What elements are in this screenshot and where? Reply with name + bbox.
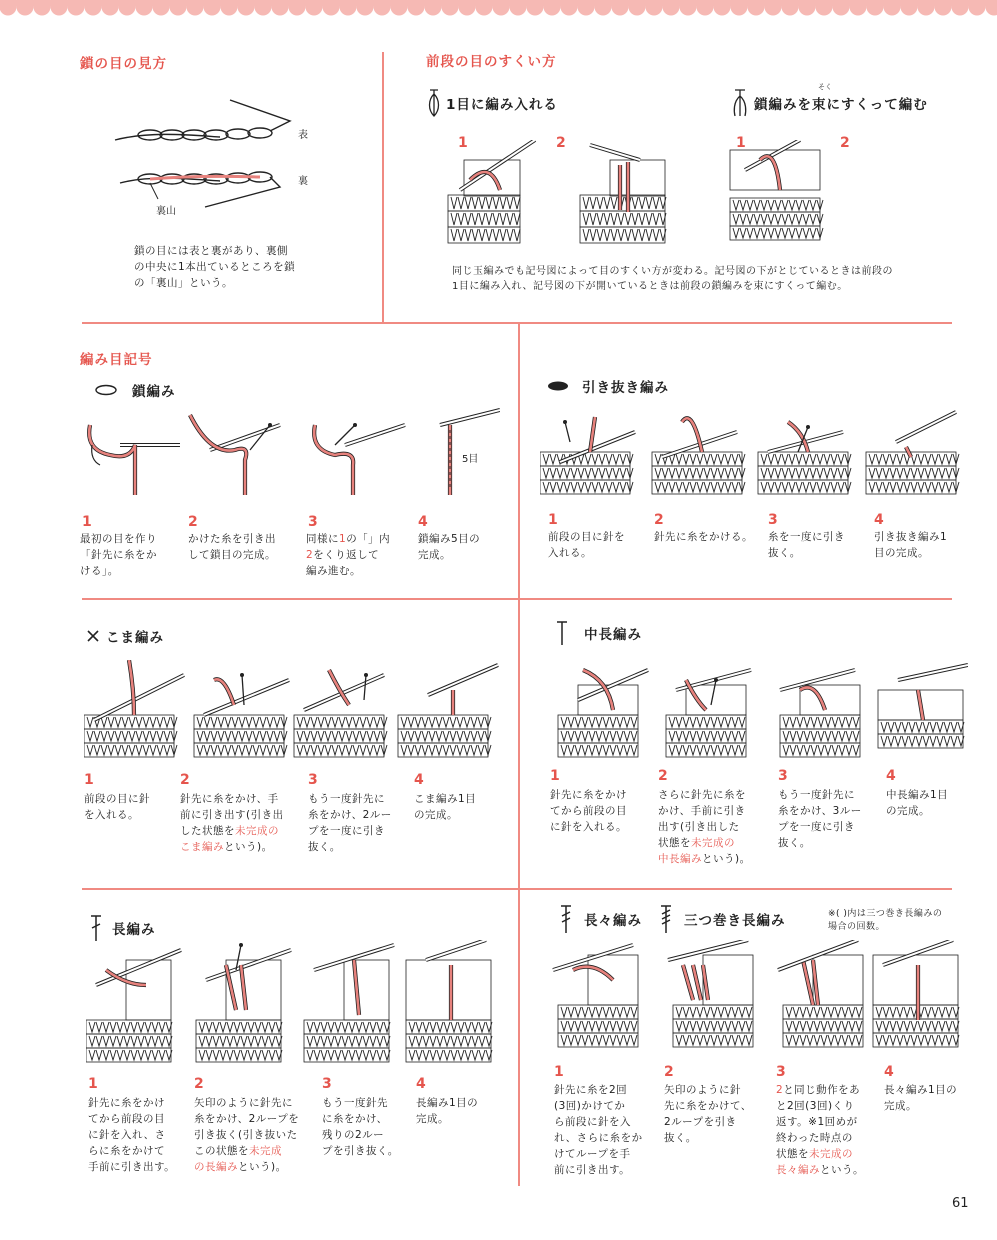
dc-step-3-num: 3	[322, 1076, 332, 1092]
divider-v-mid	[518, 324, 520, 1186]
treble-note: ※( )内は三つ巻き長編みの 場合の回数。	[828, 909, 943, 932]
double-section-title	[90, 914, 156, 942]
single-step-4-num: 4	[414, 772, 424, 788]
divider-h1	[82, 322, 952, 324]
slip-step-1-num: 1	[548, 512, 558, 528]
chain-view-caption: 鎖の目には表と裏があり、裏側 の中央に1本出ているところを鎖 の「裏山」という。	[134, 245, 296, 289]
chain-step-3-num: 3	[308, 514, 318, 530]
symbols-title: 編み目記号	[80, 352, 153, 368]
single-step-2-text: 針先に糸をかけ、手 前に引き出す(引き出 した状態を未完成の こま編みという)。	[180, 793, 284, 853]
chain-label: 鎖編み	[132, 384, 176, 400]
chain-section-title	[94, 380, 176, 400]
hdc-step-2-text: さらに針先に糸を かけ、手前に引き 出す(引き出した 状態を未完成の 中長編みという)。	[658, 789, 751, 865]
tr-step-4-text: 長々編み1目の 完成。	[884, 1084, 958, 1112]
pickup-one-step-1: 1	[458, 135, 468, 151]
label-backridge: 裏山	[156, 206, 176, 217]
slip-step-1-text: 前段の目に針を 入れる。	[548, 531, 625, 559]
triple-treble-label: 三つ巻き長編み	[684, 913, 786, 929]
single-label: こま編み	[106, 630, 164, 646]
hdc-ill-1	[558, 670, 648, 757]
double-symbol-icon	[90, 914, 102, 942]
dc-ill-1	[86, 950, 181, 1062]
single-step-3-num: 3	[308, 772, 318, 788]
hdc-step-1-text: 針先に糸をかけ てから前段の目 に針を入れる。	[550, 789, 627, 833]
page-number: 61	[952, 1196, 969, 1211]
slip-step-4-num: 4	[874, 512, 884, 528]
bundle-ruby: そく	[818, 83, 832, 91]
tr-step-1-text: 針先に糸を2回 (3回)かけてか ら前段に針を入 れ、さらに糸をか けてループを手 前に引き出す。	[554, 1084, 643, 1176]
pickup-one-step-2: 2	[556, 135, 566, 151]
chain-ill-2	[190, 415, 280, 495]
slip-step-4-text: 引き抜き編み1 目の完成。	[874, 531, 948, 559]
dc-step-4-text: 長編み1目の 完成。	[416, 1097, 479, 1125]
sc-ill-1	[84, 660, 184, 757]
sc-ill-2	[194, 673, 289, 757]
slip-step-2-num: 2	[654, 512, 664, 528]
dc-step-2-num: 2	[194, 1076, 204, 1092]
single-step-2-num: 2	[180, 772, 190, 788]
hdc-step-4-num: 4	[886, 768, 896, 784]
slip-step-2-text: 針先に糸をかける。	[654, 531, 753, 543]
pickup-one-2	[580, 145, 666, 243]
bundle-label: 鎖編みを束にすくって編む	[754, 97, 928, 113]
hdc-ill-4	[878, 665, 968, 748]
chain-step-2-num: 2	[188, 514, 198, 530]
single-section-title	[86, 626, 164, 646]
treble-label: 長々編み	[584, 913, 642, 929]
chain-illustrations	[80, 405, 500, 505]
divider-top-vertical	[382, 52, 384, 324]
tr-step-1-num: 1	[554, 1064, 564, 1080]
chain-5-label: 5目	[462, 454, 479, 465]
tr-ill-2	[668, 940, 753, 1047]
triple-treble-section-title	[660, 904, 786, 934]
pickup-illustrations	[440, 140, 860, 250]
chain-ill-3	[314, 423, 405, 495]
pickup-bundle-1	[730, 140, 823, 240]
sc-ill-3	[294, 670, 387, 757]
dc-step-3-text: もう一度針先 に糸をかけ、 残りの2ルー プを引き抜く。	[322, 1097, 399, 1157]
tr-step-3-text: 2と同じ動作をあ と2回(3回)くり 返す。※1回めが 終わった時点の 状態を未完成の 長々編みという。	[776, 1084, 864, 1176]
hdc-step-3-text: もう一度針先に 糸をかけ、3ルー プを一度に引き 抜く。	[778, 789, 862, 849]
dc-ill-3	[304, 945, 394, 1062]
single-step-1-num: 1	[84, 772, 94, 788]
dc-step-1-num: 1	[88, 1076, 98, 1092]
single-step-4-text: こま編み1目 の完成。	[414, 793, 477, 821]
chain-symbol-icon	[94, 384, 118, 396]
slip-ill-3	[758, 422, 851, 494]
double-illustrations	[86, 940, 506, 1070]
pickup-title: 前段の目のすくい方	[426, 54, 557, 70]
slip-symbol-icon	[546, 380, 570, 392]
pickup-note: 同じ玉編みでも記号図によって目のすくい方が変わる。記号図の下がとじているときは前段の 1目に編み入れ、記号図の下が開いているときは前段の鎖編みを束にすくって編む。	[452, 266, 893, 292]
dc-ill-2	[196, 943, 291, 1062]
hdc-step-3-num: 3	[778, 768, 788, 784]
slip-ill-4	[866, 412, 959, 494]
one-stitch-label: 1目に編み入れる	[446, 97, 558, 113]
hdc-ill-3	[780, 670, 860, 757]
half-double-illustrations	[548, 660, 968, 760]
slip-ill-2	[652, 418, 745, 494]
hdc-ill-2	[666, 670, 751, 757]
dc-ill-4	[406, 940, 492, 1062]
chain-step-3-text: 同様に1の「」内 2をくり返して 編み進む。	[306, 533, 391, 577]
tr-ill-3	[778, 940, 863, 1047]
slip-step-3-text: 糸を一度に引き 抜く。	[768, 531, 845, 559]
slip-illustrations	[540, 402, 960, 502]
tr-ill-4	[873, 940, 959, 1047]
scalloped-border	[0, 0, 997, 22]
chain-step-1-text: 最初の目を作り 「針先に糸をか ける」。	[80, 533, 157, 577]
half-double-section-title	[556, 620, 642, 646]
single-step-3-text: もう一度針先に 糸をかけ、2ルー プを一度に引き 抜く。	[308, 793, 392, 853]
hdc-step-4-text: 中長編み1目 の完成。	[886, 789, 949, 817]
slip-ill-1	[540, 417, 635, 494]
dc-step-2-text: 矢印のように針先に 糸をかけ、2ループを 引き抜く(引き抜いた この状態を未完成 の長編みという)。	[194, 1097, 300, 1173]
single-symbol-icon	[86, 629, 100, 643]
label-front: 表	[298, 130, 308, 141]
tr-step-4-num: 4	[884, 1064, 894, 1080]
single-illustrations	[84, 660, 504, 760]
chain-front-back-illustration	[110, 95, 310, 215]
bundle-title	[732, 88, 928, 118]
dc-step-4-num: 4	[416, 1076, 426, 1092]
tr-step-2-text: 矢印のように針 先に糸をかけて、 2ループを引き 抜く。	[664, 1084, 752, 1144]
pickup-bundle-step-1: 1	[736, 135, 746, 151]
pickup-bundle-step-2: 2	[840, 135, 850, 151]
slip-section-title	[546, 376, 669, 396]
tr-step-2-num: 2	[664, 1064, 674, 1080]
slip-label: 引き抜き編み	[582, 380, 669, 396]
one-stitch-title	[428, 88, 558, 118]
chain-view-title: 鎖の目の見方	[80, 56, 167, 72]
tr-step-3-num: 3	[776, 1064, 786, 1080]
open-cluster-icon	[732, 88, 748, 118]
slip-step-3-num: 3	[768, 512, 778, 528]
chain-step-1-num: 1	[82, 514, 92, 530]
half-double-symbol-icon	[556, 620, 568, 646]
closed-cluster-icon	[428, 88, 440, 118]
dc-step-1-text: 針先に糸をかけ てから前段の目 に針を入れ、さ らに糸をかけて 手前に引き出す。	[88, 1097, 176, 1173]
divider-h3	[82, 888, 952, 890]
single-step-1-text: 前段の目に針 を入れる。	[84, 793, 150, 821]
hdc-step-1-num: 1	[550, 768, 560, 784]
treble-symbol-icon	[560, 904, 572, 934]
sc-ill-4	[398, 665, 498, 757]
divider-h2	[82, 598, 952, 600]
triple-treble-symbol-icon	[660, 904, 672, 934]
half-double-label: 中長編み	[584, 627, 642, 643]
double-label: 長編み	[112, 922, 156, 938]
label-back: 裏	[298, 176, 308, 187]
chain-step-2-text: かけた糸を引き出 して鎖目の完成。	[188, 533, 276, 561]
treble-illustrations	[548, 940, 968, 1070]
tr-ill-1	[553, 945, 638, 1047]
chain-ill-1	[89, 425, 180, 495]
chain-step-4-num: 4	[418, 514, 428, 530]
pickup-one-1	[448, 140, 535, 243]
chain-step-4-text: 鎖編み5目の 完成。	[418, 533, 481, 561]
hdc-step-2-num: 2	[658, 768, 668, 784]
treble-section-title	[560, 904, 642, 934]
